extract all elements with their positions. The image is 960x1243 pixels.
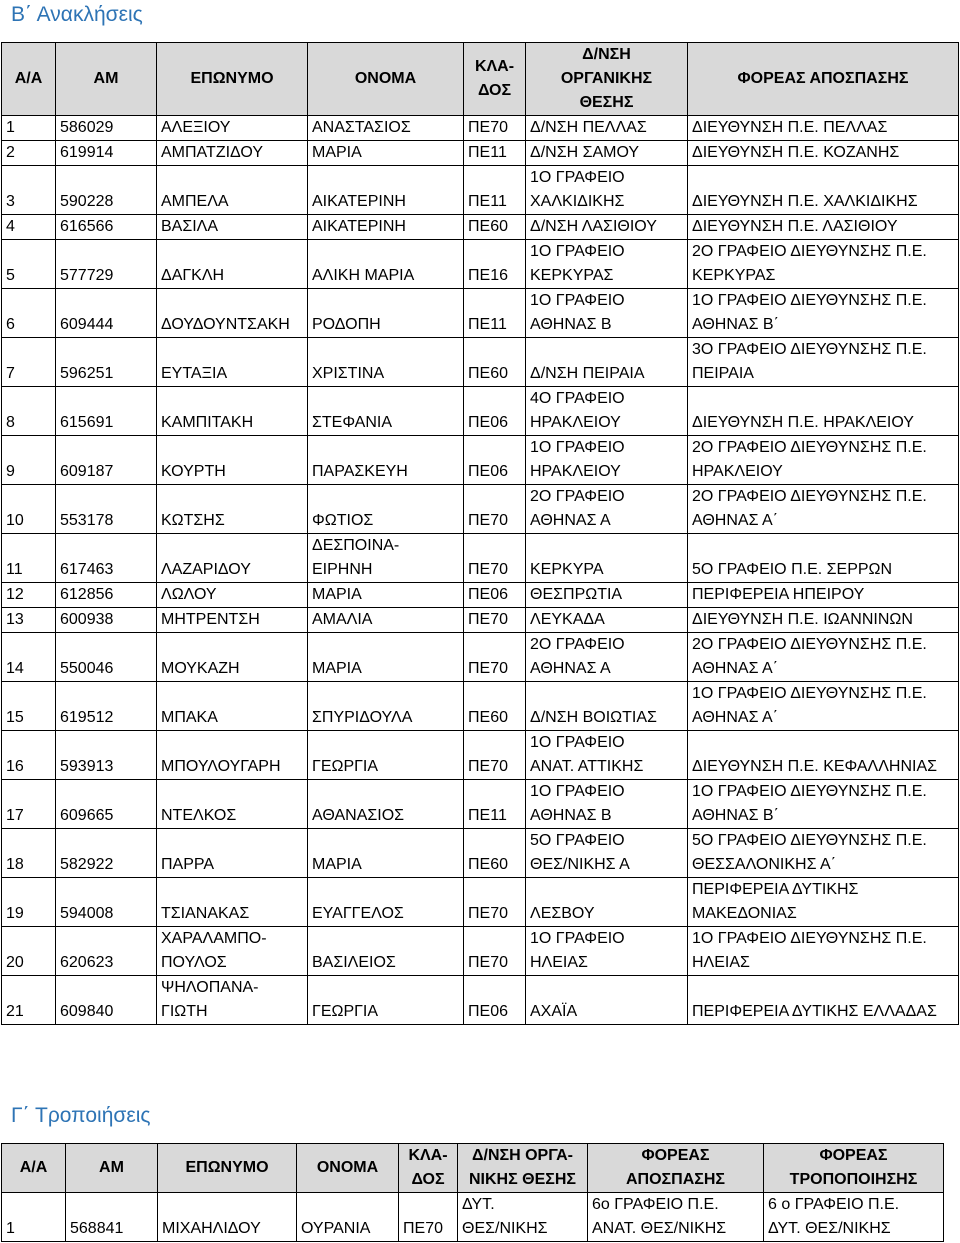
cell-am: 593913 [56, 731, 157, 780]
cell-organic-position: Δ/ΝΣΗ ΠΕΛΛΑΣ [526, 116, 688, 141]
cell-name: ΒΑΣΙΛΕΙΟΣ [308, 927, 464, 976]
cell-am: 596251 [56, 338, 157, 387]
header-surname: ΕΠΩΝΥΜΟ [157, 43, 308, 116]
cell-name: ΑΝΑΣΤΑΣΙΟΣ [308, 116, 464, 141]
cell-surname: ΠΑΡΡΑ [157, 829, 308, 878]
cell-branch: ΠΕ16 [464, 240, 526, 289]
cell-am: 620623 [56, 927, 157, 976]
revocations-table-body [2, 116, 959, 1025]
cell-branch: ΠΕ70 [464, 116, 526, 141]
cell-secondment-body: 5Ο ΓΡΑΦΕΙΟ ΔΙΕΥΘΥΝΣΗΣ Π.Ε. ΘΕΣΣΑΛΟΝΙΚΗΣ Α΄ [688, 829, 959, 878]
cell-secondment-body: 1Ο ΓΡΑΦΕΙΟ ΔΙΕΥΘΥΝΣΗΣ Π.Ε. ΑΘΗΝΑΣ Β΄ [688, 289, 959, 338]
header-secondment-body: ΦΟΡΕΑΣ ΑΠΟΣΠΑΣΗΣ [688, 43, 959, 116]
cell-aa: 1 [2, 116, 56, 141]
cell-aa: 13 [2, 608, 56, 633]
cell-am: 586029 [56, 116, 157, 141]
cell-aa: 17 [2, 780, 56, 829]
table-row [2, 927, 959, 976]
cell-surname: ΜΠΟΥΛΟΥΓΑΡΗ [157, 731, 308, 780]
section-title-modifications: Γ΄ Τροποιήσεις [11, 1104, 151, 1127]
cell-organic-position: Δ/ΝΣΗ ΠΕΙΡΑΙΑ [526, 338, 688, 387]
cell-name: ΟΥΡΑΝΙΑ [297, 1193, 399, 1242]
cell-name: ΜΑΡΙΑ [308, 633, 464, 682]
cell-secondment-body: 1Ο ΓΡΑΦΕΙΟ ΔΙΕΥΘΥΝΣΗΣ Π.Ε. ΑΘΗΝΑΣ Α΄ [688, 682, 959, 731]
cell-name: ΣΠΥΡΙΔΟΥΛΑ [308, 682, 464, 731]
cell-am: 619512 [56, 682, 157, 731]
cell-aa: 10 [2, 485, 56, 534]
cell-aa: 9 [2, 436, 56, 485]
cell-surname: ΛΩΛΟΥ [157, 583, 308, 608]
cell-aa: 1 [2, 1193, 66, 1242]
cell-organic-position: Δ/ΝΣΗ ΣΑΜΟΥ [526, 141, 688, 166]
cell-aa: 20 [2, 927, 56, 976]
cell-am: 577729 [56, 240, 157, 289]
cell-name: ΣΤΕΦΑΝΙΑ [308, 387, 464, 436]
cell-secondment-body: 3Ο ΓΡΑΦΕΙΟ ΔΙΕΥΘΥΝΣΗΣ Π.Ε. ΠΕΙΡΑΙΑ [688, 338, 959, 387]
cell-secondment-body: 2Ο ΓΡΑΦΕΙΟ ΔΙΕΥΘΥΝΣΗΣ Π.Ε. ΑΘΗΝΑΣ Α΄ [688, 633, 959, 682]
cell-name: ΓΕΩΡΓΙΑ [308, 976, 464, 1025]
header-branch: ΚΛΑ- ΔΟΣ [464, 43, 526, 116]
table-row [2, 633, 959, 682]
table-row [2, 583, 959, 608]
cell-name: ΜΑΡΙΑ [308, 829, 464, 878]
table-row [2, 731, 959, 780]
cell-am: 615691 [56, 387, 157, 436]
table-row [2, 608, 959, 633]
cell-surname: ΑΜΠΑΤΖΙΔΟΥ [157, 141, 308, 166]
cell-organic-position: 1Ο ΓΡΑΦΕΙΟ ΚΕΡΚΥΡΑΣ [526, 240, 688, 289]
cell-am: 553178 [56, 485, 157, 534]
cell-secondment-body: 5Ο ΓΡΑΦΕΙΟ Π.Ε. ΣΕΡΡΩΝ [688, 534, 959, 583]
cell-aa: 2 [2, 141, 56, 166]
cell-surname: ΧΑΡΑΛΑΜΠΟ- ΠΟΥΛΟΣ [157, 927, 308, 976]
cell-am: 609444 [56, 289, 157, 338]
cell-name: ΑΙΚΑΤΕΡΙΝΗ [308, 215, 464, 240]
modifications-table [1, 1143, 944, 1242]
table-row [2, 534, 959, 583]
cell-branch: ΠΕ70 [464, 927, 526, 976]
cell-name: ΕΥΑΓΓΕΛΟΣ [308, 878, 464, 927]
cell-aa: 21 [2, 976, 56, 1025]
table-row [2, 141, 959, 166]
cell-organic-position: 1Ο ΓΡΑΦΕΙΟ ΗΛΕΙΑΣ [526, 927, 688, 976]
cell-am: 582922 [56, 829, 157, 878]
cell-am: 609187 [56, 436, 157, 485]
header-aa: Α/Α [2, 43, 56, 116]
cell-secondment-body: ΔΙΕΥΘΥΝΣΗ Π.Ε. ΚΕΦΑΛΛΗΝΙΑΣ [688, 731, 959, 780]
cell-branch: ΠΕ11 [464, 141, 526, 166]
cell-am: 612856 [56, 583, 157, 608]
header-modification-body: ΦΟΡΕΑΣ ΤΡΟΠΟΠΟΙΗΣΗΣ [764, 1144, 944, 1193]
cell-surname: ΤΣΙΑΝΑΚΑΣ [157, 878, 308, 927]
cell-branch: ΠΕ70 [464, 878, 526, 927]
table-row [2, 1193, 944, 1242]
cell-secondment-body: ΠΕΡΙΦΕΡΕΙΑ ΔΥΤΙΚΗΣ ΕΛΛΑΔΑΣ [688, 976, 959, 1025]
cell-aa: 15 [2, 682, 56, 731]
cell-surname: ΚΩΤΣΗΣ [157, 485, 308, 534]
header-organic-position: Δ/ΝΣΗ ΟΡΓΑΝΙΚΗΣ ΘΕΣΗΣ [526, 43, 688, 116]
cell-organic-position: 5Ο ΓΡΑΦΕΙΟ ΘΕΣ/ΝΙΚΗΣ Α [526, 829, 688, 878]
cell-organic-position: 1Ο ΓΡΑΦΕΙΟ ΑΝΑΤ. ΑΤΤΙΚΗΣ [526, 731, 688, 780]
cell-organic-position: ΔΥΤ. ΘΕΣ/ΝΙΚΗΣ [458, 1193, 588, 1242]
table-row [2, 387, 959, 436]
table-row [2, 436, 959, 485]
cell-organic-position: ΑΧΑΪΑ [526, 976, 688, 1025]
cell-name: ΧΡΙΣΤΙΝΑ [308, 338, 464, 387]
cell-am: 619914 [56, 141, 157, 166]
cell-surname: ΑΛΕΞΙΟΥ [157, 116, 308, 141]
cell-secondment-body: 2Ο ΓΡΑΦΕΙΟ ΔΙΕΥΘΥΝΣΗΣ Π.Ε. ΗΡΑΚΛΕΙΟΥ [688, 436, 959, 485]
cell-organic-position: 1Ο ΓΡΑΦΕΙΟ ΗΡΑΚΛΕΙΟΥ [526, 436, 688, 485]
cell-secondment-body: ΔΙΕΥΘΥΝΣΗ Π.Ε. ΚΟΖΑΝΗΣ [688, 141, 959, 166]
cell-branch: ΠΕ70 [464, 485, 526, 534]
modifications-table-body [2, 1193, 944, 1242]
header-organic-position: Δ/ΝΣΗ ΟΡΓΑ- ΝΙΚΗΣ ΘΕΣΗΣ [458, 1144, 588, 1193]
cell-surname: ΕΥΤΑΞΙΑ [157, 338, 308, 387]
cell-surname: ΜΙΧΑΗΛΙΔΟΥ [158, 1193, 297, 1242]
cell-secondment-body: 6ο ΓΡΑΦΕΙΟ Π.Ε. ΑΝΑΤ. ΘΕΣ/ΝΙΚΗΣ [588, 1193, 764, 1242]
cell-organic-position: 1Ο ΓΡΑΦΕΙΟ ΧΑΛΚΙΔΙΚΗΣ [526, 166, 688, 215]
header-am: ΑΜ [56, 43, 157, 116]
cell-surname: ΔΑΓΚΛΗ [157, 240, 308, 289]
table-header-row [2, 1144, 944, 1193]
cell-am: 600938 [56, 608, 157, 633]
cell-secondment-body: 2Ο ΓΡΑΦΕΙΟ ΔΙΕΥΘΥΝΣΗΣ Π.Ε. ΑΘΗΝΑΣ Α΄ [688, 485, 959, 534]
table-row [2, 976, 959, 1025]
cell-secondment-body: ΔΙΕΥΘΥΝΣΗ Π.Ε. ΙΩΑΝΝΙΝΩΝ [688, 608, 959, 633]
cell-organic-position: Δ/ΝΣΗ ΛΑΣΙΘΙΟΥ [526, 215, 688, 240]
cell-secondment-body: ΠΕΡΙΦΕΡΕΙΑ ΗΠΕΙΡΟΥ [688, 583, 959, 608]
cell-branch: ΠΕ70 [464, 731, 526, 780]
cell-name: ΡΟΔΟΠΗ [308, 289, 464, 338]
cell-branch: ΠΕ60 [464, 338, 526, 387]
cell-surname: ΛΑΖΑΡΙΔΟΥ [157, 534, 308, 583]
header-secondment-body: ΦΟΡΕΑΣ ΑΠΟΣΠΑΣΗΣ [588, 1144, 764, 1193]
cell-organic-position: 2Ο ΓΡΑΦΕΙΟ ΑΘΗΝΑΣ Α [526, 485, 688, 534]
cell-branch: ΠΕ06 [464, 387, 526, 436]
header-aa: Α/Α [2, 1144, 66, 1193]
cell-surname: ΚΟΥΡΤΗ [157, 436, 308, 485]
cell-surname: ΒΑΣΙΛΑ [157, 215, 308, 240]
cell-branch: ΠΕ70 [464, 534, 526, 583]
cell-surname: ΚΑΜΠΙΤΑΚΗ [157, 387, 308, 436]
cell-surname: ΝΤΕΛΚΟΣ [157, 780, 308, 829]
cell-secondment-body: ΔΙΕΥΘΥΝΣΗ Π.Ε. ΗΡΑΚΛΕΙΟΥ [688, 387, 959, 436]
cell-secondment-body: ΠΕΡΙΦΕΡΕΙΑ ΔΥΤΙΚΗΣ ΜΑΚΕΔΟΝΙΑΣ [688, 878, 959, 927]
cell-surname: ΑΜΠΕΛΑ [157, 166, 308, 215]
cell-organic-position: ΚΕΡΚΥΡΑ [526, 534, 688, 583]
cell-name: ΜΑΡΙΑ [308, 583, 464, 608]
cell-branch: ΠΕ60 [464, 829, 526, 878]
cell-secondment-body: 1Ο ΓΡΑΦΕΙΟ ΔΙΕΥΘΥΝΣΗΣ Π.Ε. ΑΘΗΝΑΣ Β΄ [688, 780, 959, 829]
table-row [2, 829, 959, 878]
cell-am: 609665 [56, 780, 157, 829]
header-name: ΟΝΟΜΑ [308, 43, 464, 116]
cell-secondment-body: ΔΙΕΥΘΥΝΣΗ Π.Ε. ΛΑΣΙΘΙΟΥ [688, 215, 959, 240]
revocations-table [1, 42, 959, 1025]
table-row [2, 116, 959, 141]
cell-branch: ΠΕ70 [464, 608, 526, 633]
section-title-revocations: Β΄ Ανακλήσεις [11, 3, 143, 26]
cell-name: ΑΘΑΝΑΣΙΟΣ [308, 780, 464, 829]
cell-name: ΠΑΡΑΣΚΕΥΗ [308, 436, 464, 485]
cell-aa: 19 [2, 878, 56, 927]
cell-organic-position: Δ/ΝΣΗ ΒΟΙΩΤΙΑΣ [526, 682, 688, 731]
cell-surname: ΜΟΥΚΑΖΗ [157, 633, 308, 682]
cell-organic-position: ΘΕΣΠΡΩΤΙΑ [526, 583, 688, 608]
cell-surname: ΜΠΑΚΑ [157, 682, 308, 731]
cell-aa: 14 [2, 633, 56, 682]
cell-organic-position: ΛΕΣΒΟΥ [526, 878, 688, 927]
cell-am: 590228 [56, 166, 157, 215]
table-row [2, 338, 959, 387]
header-surname: ΕΠΩΝΥΜΟ [158, 1144, 297, 1193]
cell-aa: 4 [2, 215, 56, 240]
table-row [2, 240, 959, 289]
table-row [2, 289, 959, 338]
cell-am: 609840 [56, 976, 157, 1025]
cell-secondment-body: ΔΙΕΥΘΥΝΣΗ Π.Ε. ΠΕΛΛΑΣ [688, 116, 959, 141]
cell-name: ΑΜΑΛΙΑ [308, 608, 464, 633]
cell-aa: 18 [2, 829, 56, 878]
cell-aa: 8 [2, 387, 56, 436]
cell-am: 616566 [56, 215, 157, 240]
table-header-row [2, 43, 959, 116]
cell-aa: 11 [2, 534, 56, 583]
header-am: ΑΜ [66, 1144, 158, 1193]
cell-branch: ΠΕ11 [464, 289, 526, 338]
cell-aa: 3 [2, 166, 56, 215]
cell-secondment-body: ΔΙΕΥΘΥΝΣΗ Π.Ε. ΧΑΛΚΙΔΙΚΗΣ [688, 166, 959, 215]
table-row [2, 780, 959, 829]
cell-branch: ΠΕ11 [464, 166, 526, 215]
cell-modification-body: 6 ο ΓΡΑΦΕΙΟ Π.Ε. ΔΥΤ. ΘΕΣ/ΝΙΚΗΣ [764, 1193, 944, 1242]
table-row [2, 485, 959, 534]
table-row [2, 878, 959, 927]
cell-branch: ΠΕ60 [464, 682, 526, 731]
cell-organic-position: ΛΕΥΚΑΔΑ [526, 608, 688, 633]
cell-branch: ΠΕ11 [464, 780, 526, 829]
cell-branch: ΠΕ06 [464, 436, 526, 485]
cell-name: ΑΛΙΚΗ ΜΑΡΙΑ [308, 240, 464, 289]
cell-secondment-body: 2Ο ΓΡΑΦΕΙΟ ΔΙΕΥΘΥΝΣΗΣ Π.Ε. ΚΕΡΚΥΡΑΣ [688, 240, 959, 289]
cell-branch: ΠΕ70 [464, 633, 526, 682]
table-row [2, 166, 959, 215]
cell-name: ΔΕΣΠΟΙΝΑ- ΕΙΡΗΝΗ [308, 534, 464, 583]
cell-organic-position: 1Ο ΓΡΑΦΕΙΟ ΑΘΗΝΑΣ Β [526, 289, 688, 338]
cell-surname: ΜΗΤΡΕΝΤΣΗ [157, 608, 308, 633]
cell-branch: ΠΕ60 [464, 215, 526, 240]
cell-name: ΜΑΡΙΑ [308, 141, 464, 166]
cell-surname: ΨΗΛΟΠΑΝΑ- ΓΙΩΤΗ [157, 976, 308, 1025]
cell-branch: ΠΕ06 [464, 583, 526, 608]
cell-am: 594008 [56, 878, 157, 927]
cell-organic-position: 4Ο ΓΡΑΦΕΙΟ ΗΡΑΚΛΕΙΟΥ [526, 387, 688, 436]
cell-am: 550046 [56, 633, 157, 682]
cell-surname: ΔΟΥΔΟΥΝΤΣΑΚΗ [157, 289, 308, 338]
cell-branch: ΠΕ70 [399, 1193, 458, 1242]
cell-am: 568841 [66, 1193, 158, 1242]
cell-branch: ΠΕ06 [464, 976, 526, 1025]
header-branch: ΚΛΑ- ΔΟΣ [399, 1144, 458, 1193]
table-row [2, 682, 959, 731]
cell-organic-position: 1Ο ΓΡΑΦΕΙΟ ΑΘΗΝΑΣ Β [526, 780, 688, 829]
cell-am: 617463 [56, 534, 157, 583]
table-row [2, 215, 959, 240]
cell-aa: 12 [2, 583, 56, 608]
cell-aa: 7 [2, 338, 56, 387]
cell-name: ΦΩΤΙΟΣ [308, 485, 464, 534]
cell-aa: 16 [2, 731, 56, 780]
cell-name: ΑΙΚΑΤΕΡΙΝΗ [308, 166, 464, 215]
cell-name: ΓΕΩΡΓΙΑ [308, 731, 464, 780]
cell-aa: 6 [2, 289, 56, 338]
header-name: ΟΝΟΜΑ [297, 1144, 399, 1193]
cell-secondment-body: 1Ο ΓΡΑΦΕΙΟ ΔΙΕΥΘΥΝΣΗΣ Π.Ε. ΗΛΕΙΑΣ [688, 927, 959, 976]
cell-aa: 5 [2, 240, 56, 289]
cell-organic-position: 2Ο ΓΡΑΦΕΙΟ ΑΘΗΝΑΣ Α [526, 633, 688, 682]
